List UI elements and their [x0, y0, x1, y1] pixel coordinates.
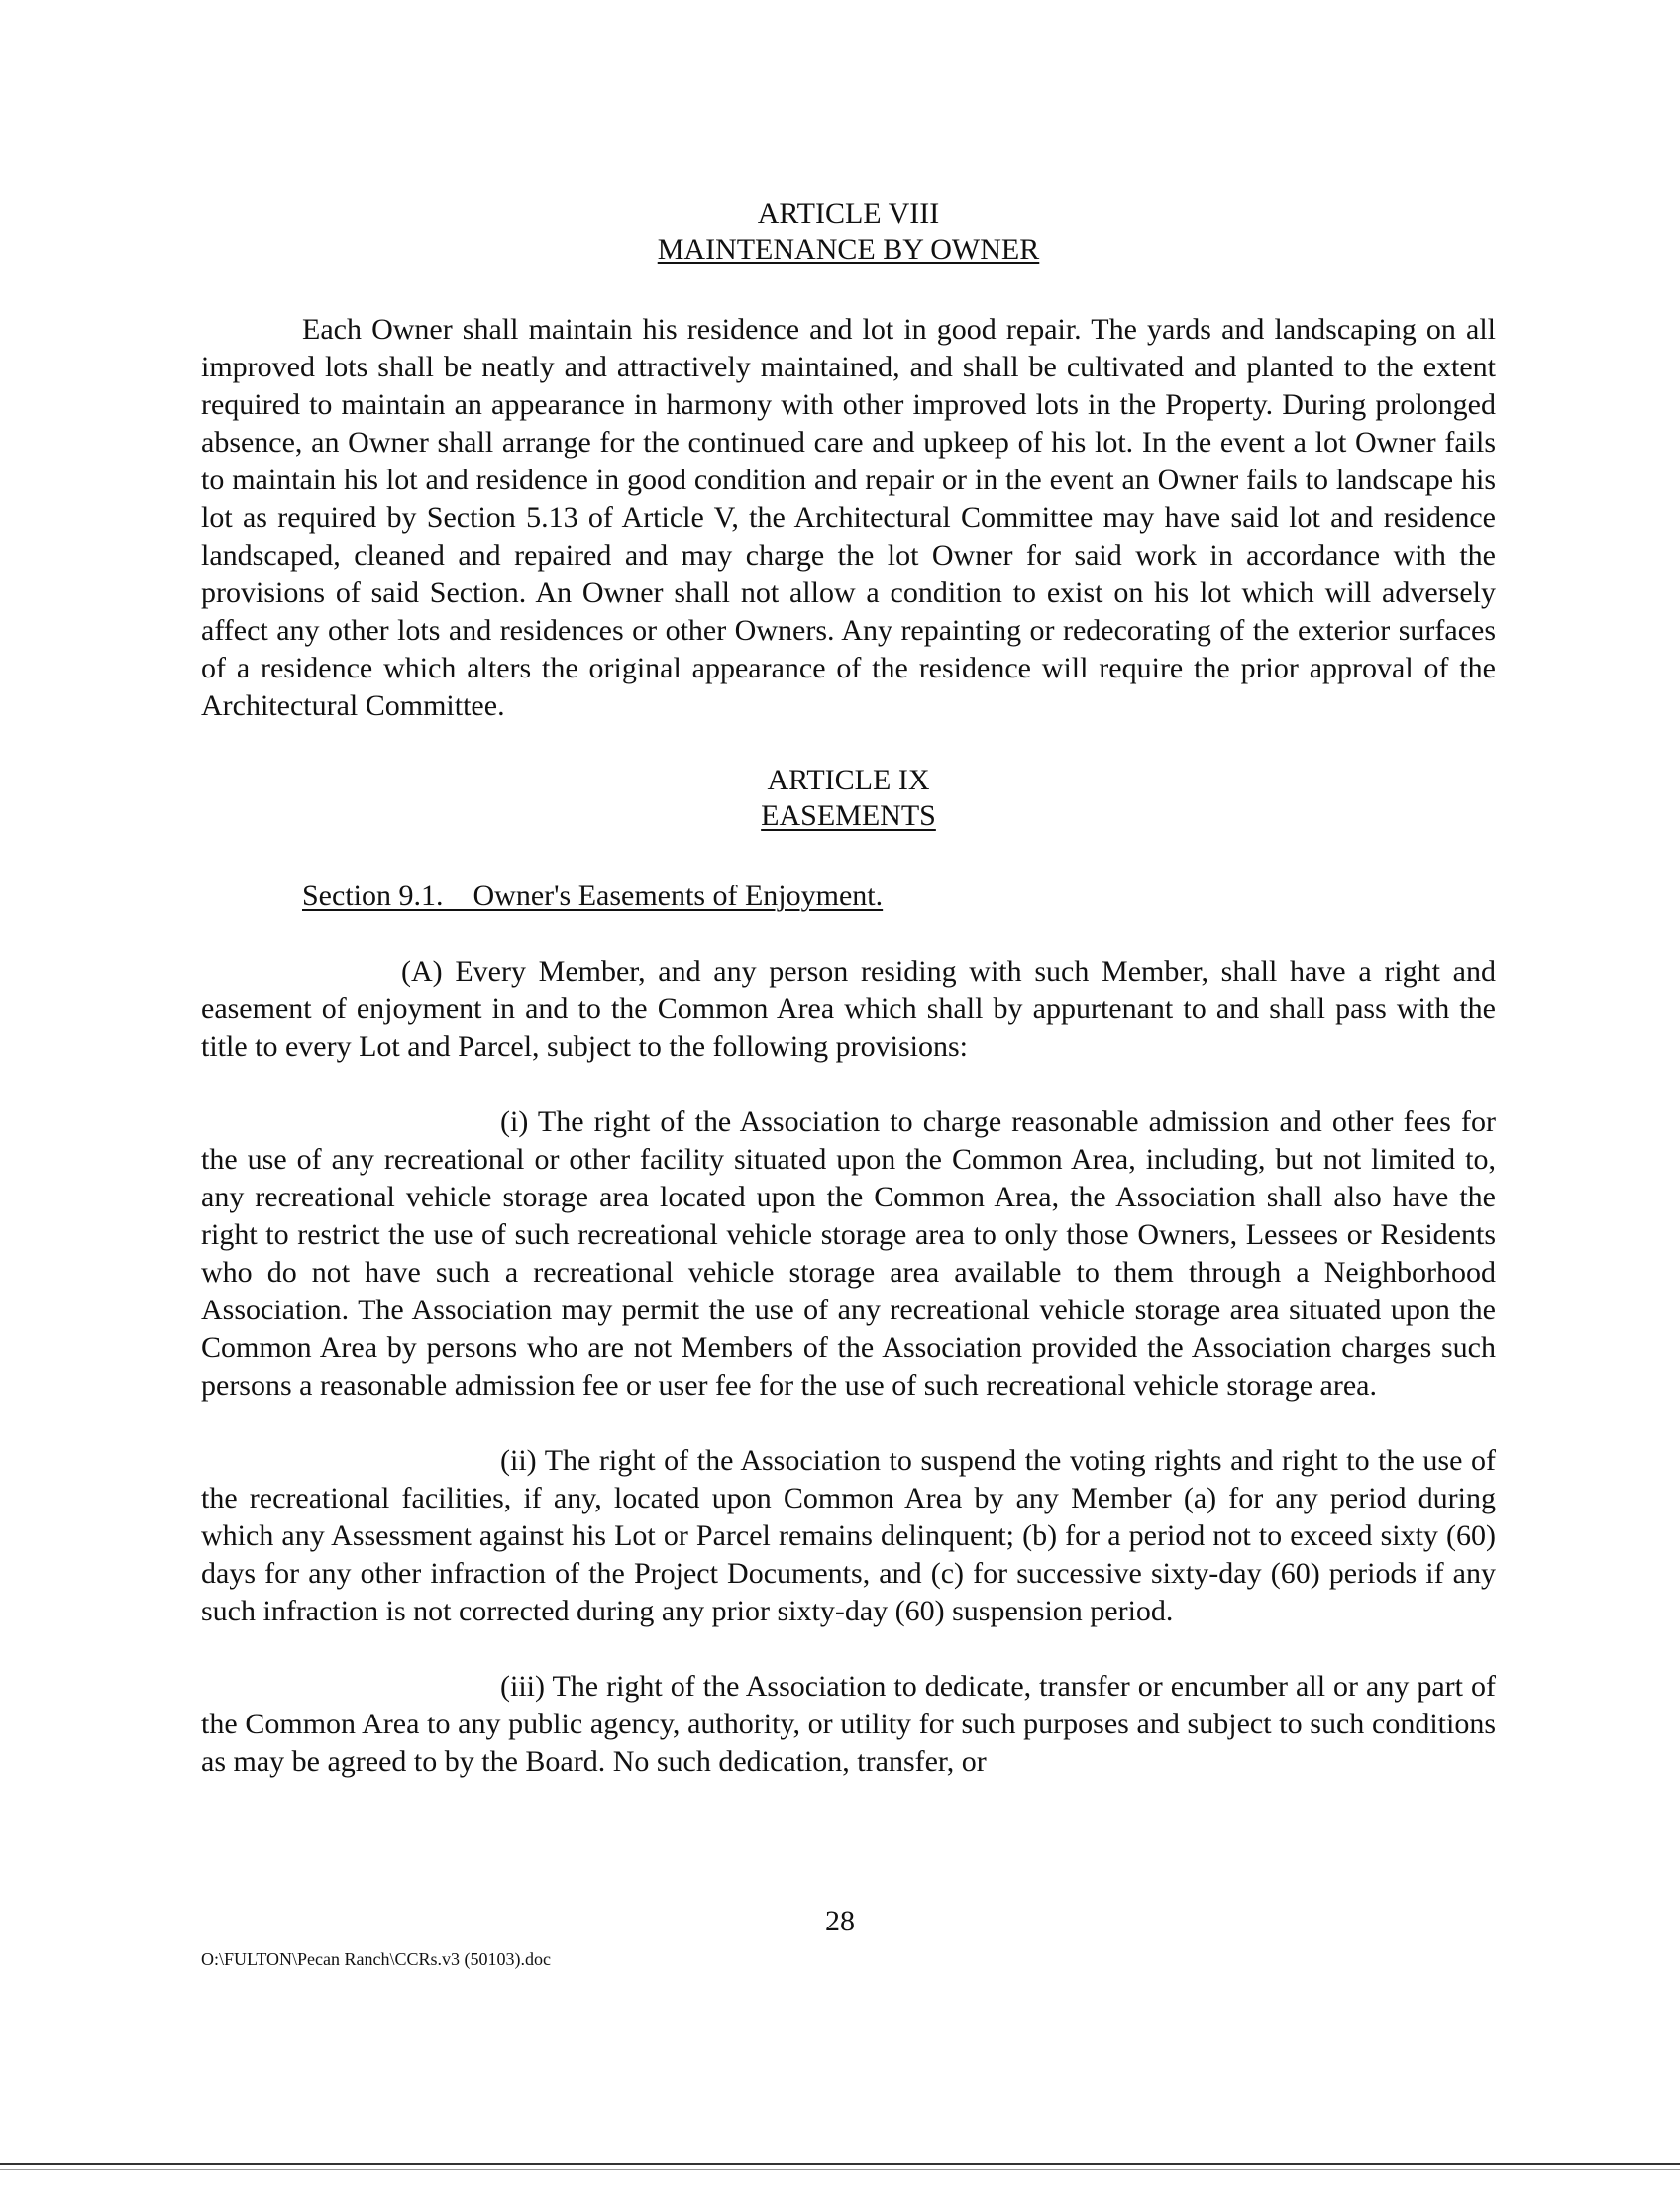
item-ii: (ii) The right of the Association to suspend the voting rights and right to the use of the recreational facilities, if any, located upon Common Area by any Member (a) for any period during which any Assessment against his Lot or Parcel remains delinquent; (b) for a period not to exceed sixty (60) days for any other infraction of the Project Documents, and (c) for successive sixty-day (60) periods if any such infraction is not corrected during any prior sixty-day (60) suspension period. [201, 1444, 1496, 1627]
section-9-1-heading [201, 878, 1496, 915]
bottom-rule [0, 2163, 1680, 2165]
page-content [201, 196, 1496, 1781]
paragraph-a: (A) Every Member, and any person residing with such Member, shall have a right and easement of enjoyment in and to the Common Area which shall by appurtenant to and shall pass with the title to every Lot and Parcel, subject to the following provisions: [201, 955, 1496, 1063]
article-8-number: ARTICLE VIII [757, 197, 940, 230]
page-number: 28 [825, 1905, 855, 1937]
article-8-heading [201, 196, 1496, 267]
article-8-title: MAINTENANCE BY OWNER [657, 233, 1040, 265]
article-9-title: EASEMENTS [761, 799, 936, 832]
item-iii: (iii) The right of the Association to dedicate, transfer or encumber all or any part of the Common Area to any public agency, authority, or utility for such purposes and subject to such conditions as may be agreed to by the Board. No such dedication, transfer, or [201, 1670, 1496, 1778]
bottom-rule-secondary [0, 2169, 1680, 2170]
article-8-body: Each Owner shall maintain his residence and lot in good repair. The yards and landscaping on all improved lots shall be neatly and attractively maintained, and shall be cultivated and planted to the extent required to maintain an appearance in harmony with other improved lots in the Property. During prolonged absence, an Owner shall arrange for the continued care and upkeep of his lot. In the event a lot Owner fails to maintain his lot and residence in good condition and repair or in the event an Owner fails to landscape his lot as required by Section 5.13 of Article V, the Architectural Committee may have said lot and residence landscaped, cleaned and repaired and may charge the lot Owner for said work in accordance with the provisions of said Section. An Owner shall not allow a condition to exist on his lot which will adversely affect any other lots and residences or other Owners. Any repainting or redecorating of the exterior surfaces of a residence which alters the original appearance of the residence will require the prior approval of the Architectural Committee. [201, 313, 1496, 722]
article-9-number: ARTICLE IX [767, 764, 930, 796]
section-9-1-title: Section 9.1. Owner's Easements of Enjoyment. [302, 880, 884, 912]
article-9-heading [201, 763, 1496, 834]
item-i: (i) The right of the Association to charge reasonable admission and other fees for the use of any recreational or other facility situated upon the Common Area, including, but not limited to, any recreational vehicle storage area located upon the Common Area, the Association shall also have the right to restrict the use of such recreational vehicle storage area to only those Owners, Lessees or Residents who do not have such a recreational vehicle storage area available to them through a Neighborhood Association. The Association may permit the use of any recreational vehicle storage area situated upon the Common Area by persons who are not Members of the Association provided the Association charges such persons a reasonable admission fee or user fee for the use of such recreational vehicle storage area. [201, 1105, 1496, 1402]
footer-file-path: O:\FULTON\Pecan Ranch\CCRs.v3 (50103).doc [201, 1949, 551, 1969]
